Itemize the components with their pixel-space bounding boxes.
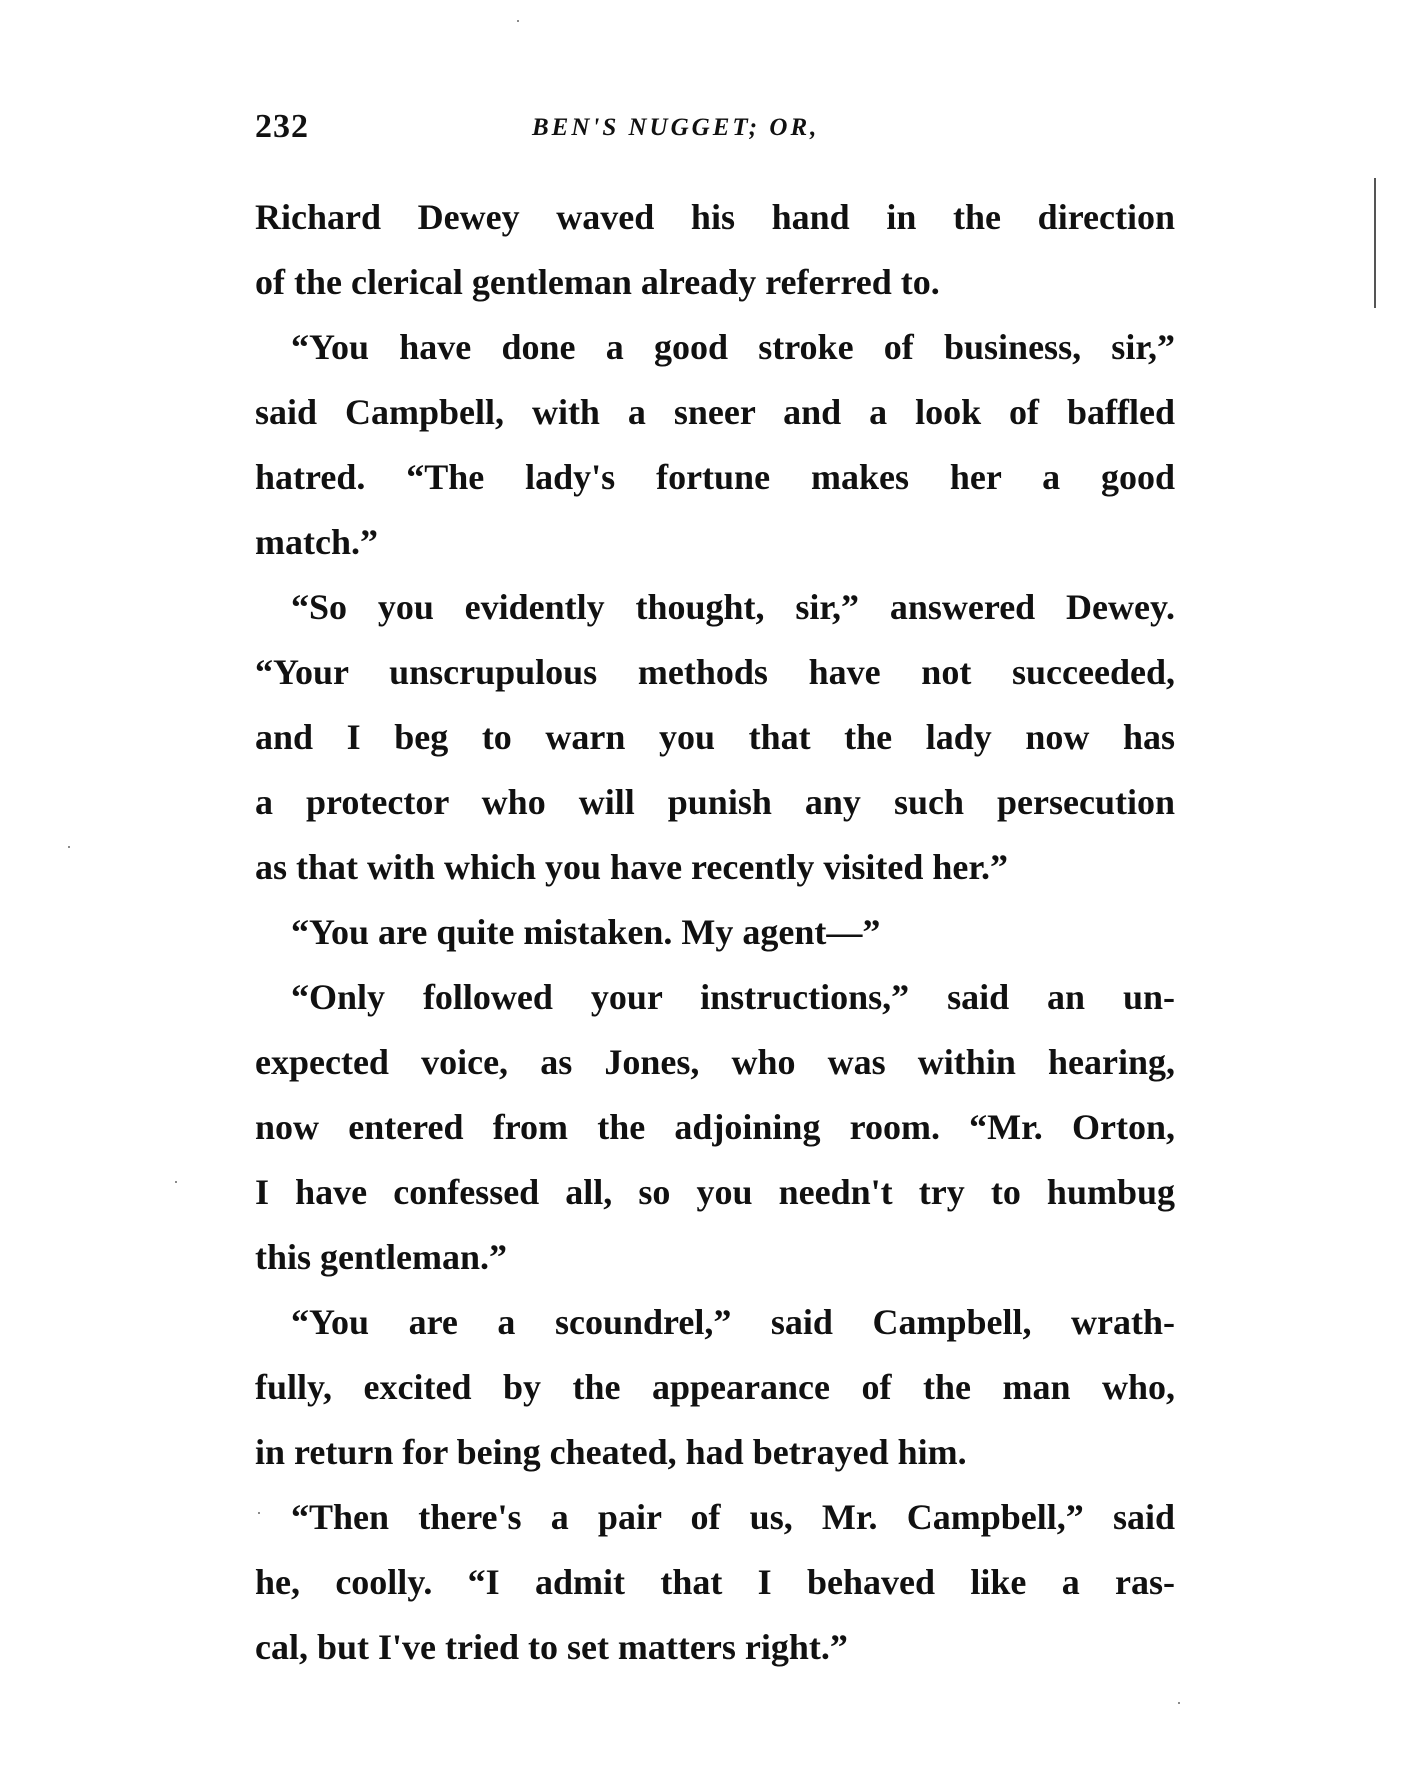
body-text bbox=[255, 190, 1175, 1685]
text-line: as that with which you have recently visited her.” bbox=[255, 847, 1009, 887]
page-number: 232 bbox=[255, 108, 309, 145]
text-line: “You have done a good stroke of business, sir,” bbox=[291, 327, 1175, 367]
text-line: hatred. “The lady's fortune makes her a good bbox=[255, 457, 1175, 497]
text-line: Richard Dewey waved his hand in the direction bbox=[255, 197, 1175, 237]
margin-rule bbox=[1374, 178, 1376, 308]
paper-speck bbox=[258, 1512, 260, 1514]
text-line: and I beg to warn you that the lady now has bbox=[255, 717, 1175, 757]
text-line: match.” bbox=[255, 522, 378, 562]
text-line: expected voice, as Jones, who was within hearing, bbox=[255, 1042, 1175, 1082]
text-line: “Then there's a pair of us, Mr. Campbell,” said bbox=[291, 1497, 1175, 1537]
text-line: “Your unscrupulous methods have not succeeded, bbox=[255, 652, 1175, 692]
text-line: now entered from the adjoining room. “Mr. Orton, bbox=[255, 1107, 1175, 1147]
text-line: this gentleman.” bbox=[255, 1237, 507, 1277]
text-line: fully, excited by the appearance of the man who, bbox=[255, 1367, 1175, 1407]
text-line: in return for being cheated, had betrayed him. bbox=[255, 1432, 967, 1472]
paper-speck bbox=[68, 846, 70, 848]
text-line: a protector who will punish any such persecution bbox=[255, 782, 1175, 822]
text-line: I have confessed all, so you needn't try to humbug bbox=[255, 1172, 1175, 1212]
text-line: “You are quite mistaken. My agent—” bbox=[291, 912, 881, 952]
text-line: “So you evidently thought, sir,” answered Dewey. bbox=[291, 587, 1175, 627]
paper-speck bbox=[1178, 1702, 1180, 1704]
text-line: “Only followed your instructions,” said an un- bbox=[291, 977, 1175, 1017]
text-line: he, coolly. “I admit that I behaved like a ras- bbox=[255, 1562, 1175, 1602]
paper-speck bbox=[175, 1181, 177, 1183]
paper-speck bbox=[517, 20, 519, 22]
text-line: said Campbell, with a sneer and a look of baffled bbox=[255, 392, 1175, 432]
page-header bbox=[255, 108, 1175, 158]
text-line: “You are a scoundrel,” said Campbell, wrath- bbox=[291, 1302, 1175, 1342]
running-title: BEN'S NUGGET; OR, bbox=[532, 114, 820, 141]
text-line: of the clerical gentleman already referred to. bbox=[255, 262, 940, 302]
text-line: cal, but I've tried to set matters right.” bbox=[255, 1627, 848, 1667]
